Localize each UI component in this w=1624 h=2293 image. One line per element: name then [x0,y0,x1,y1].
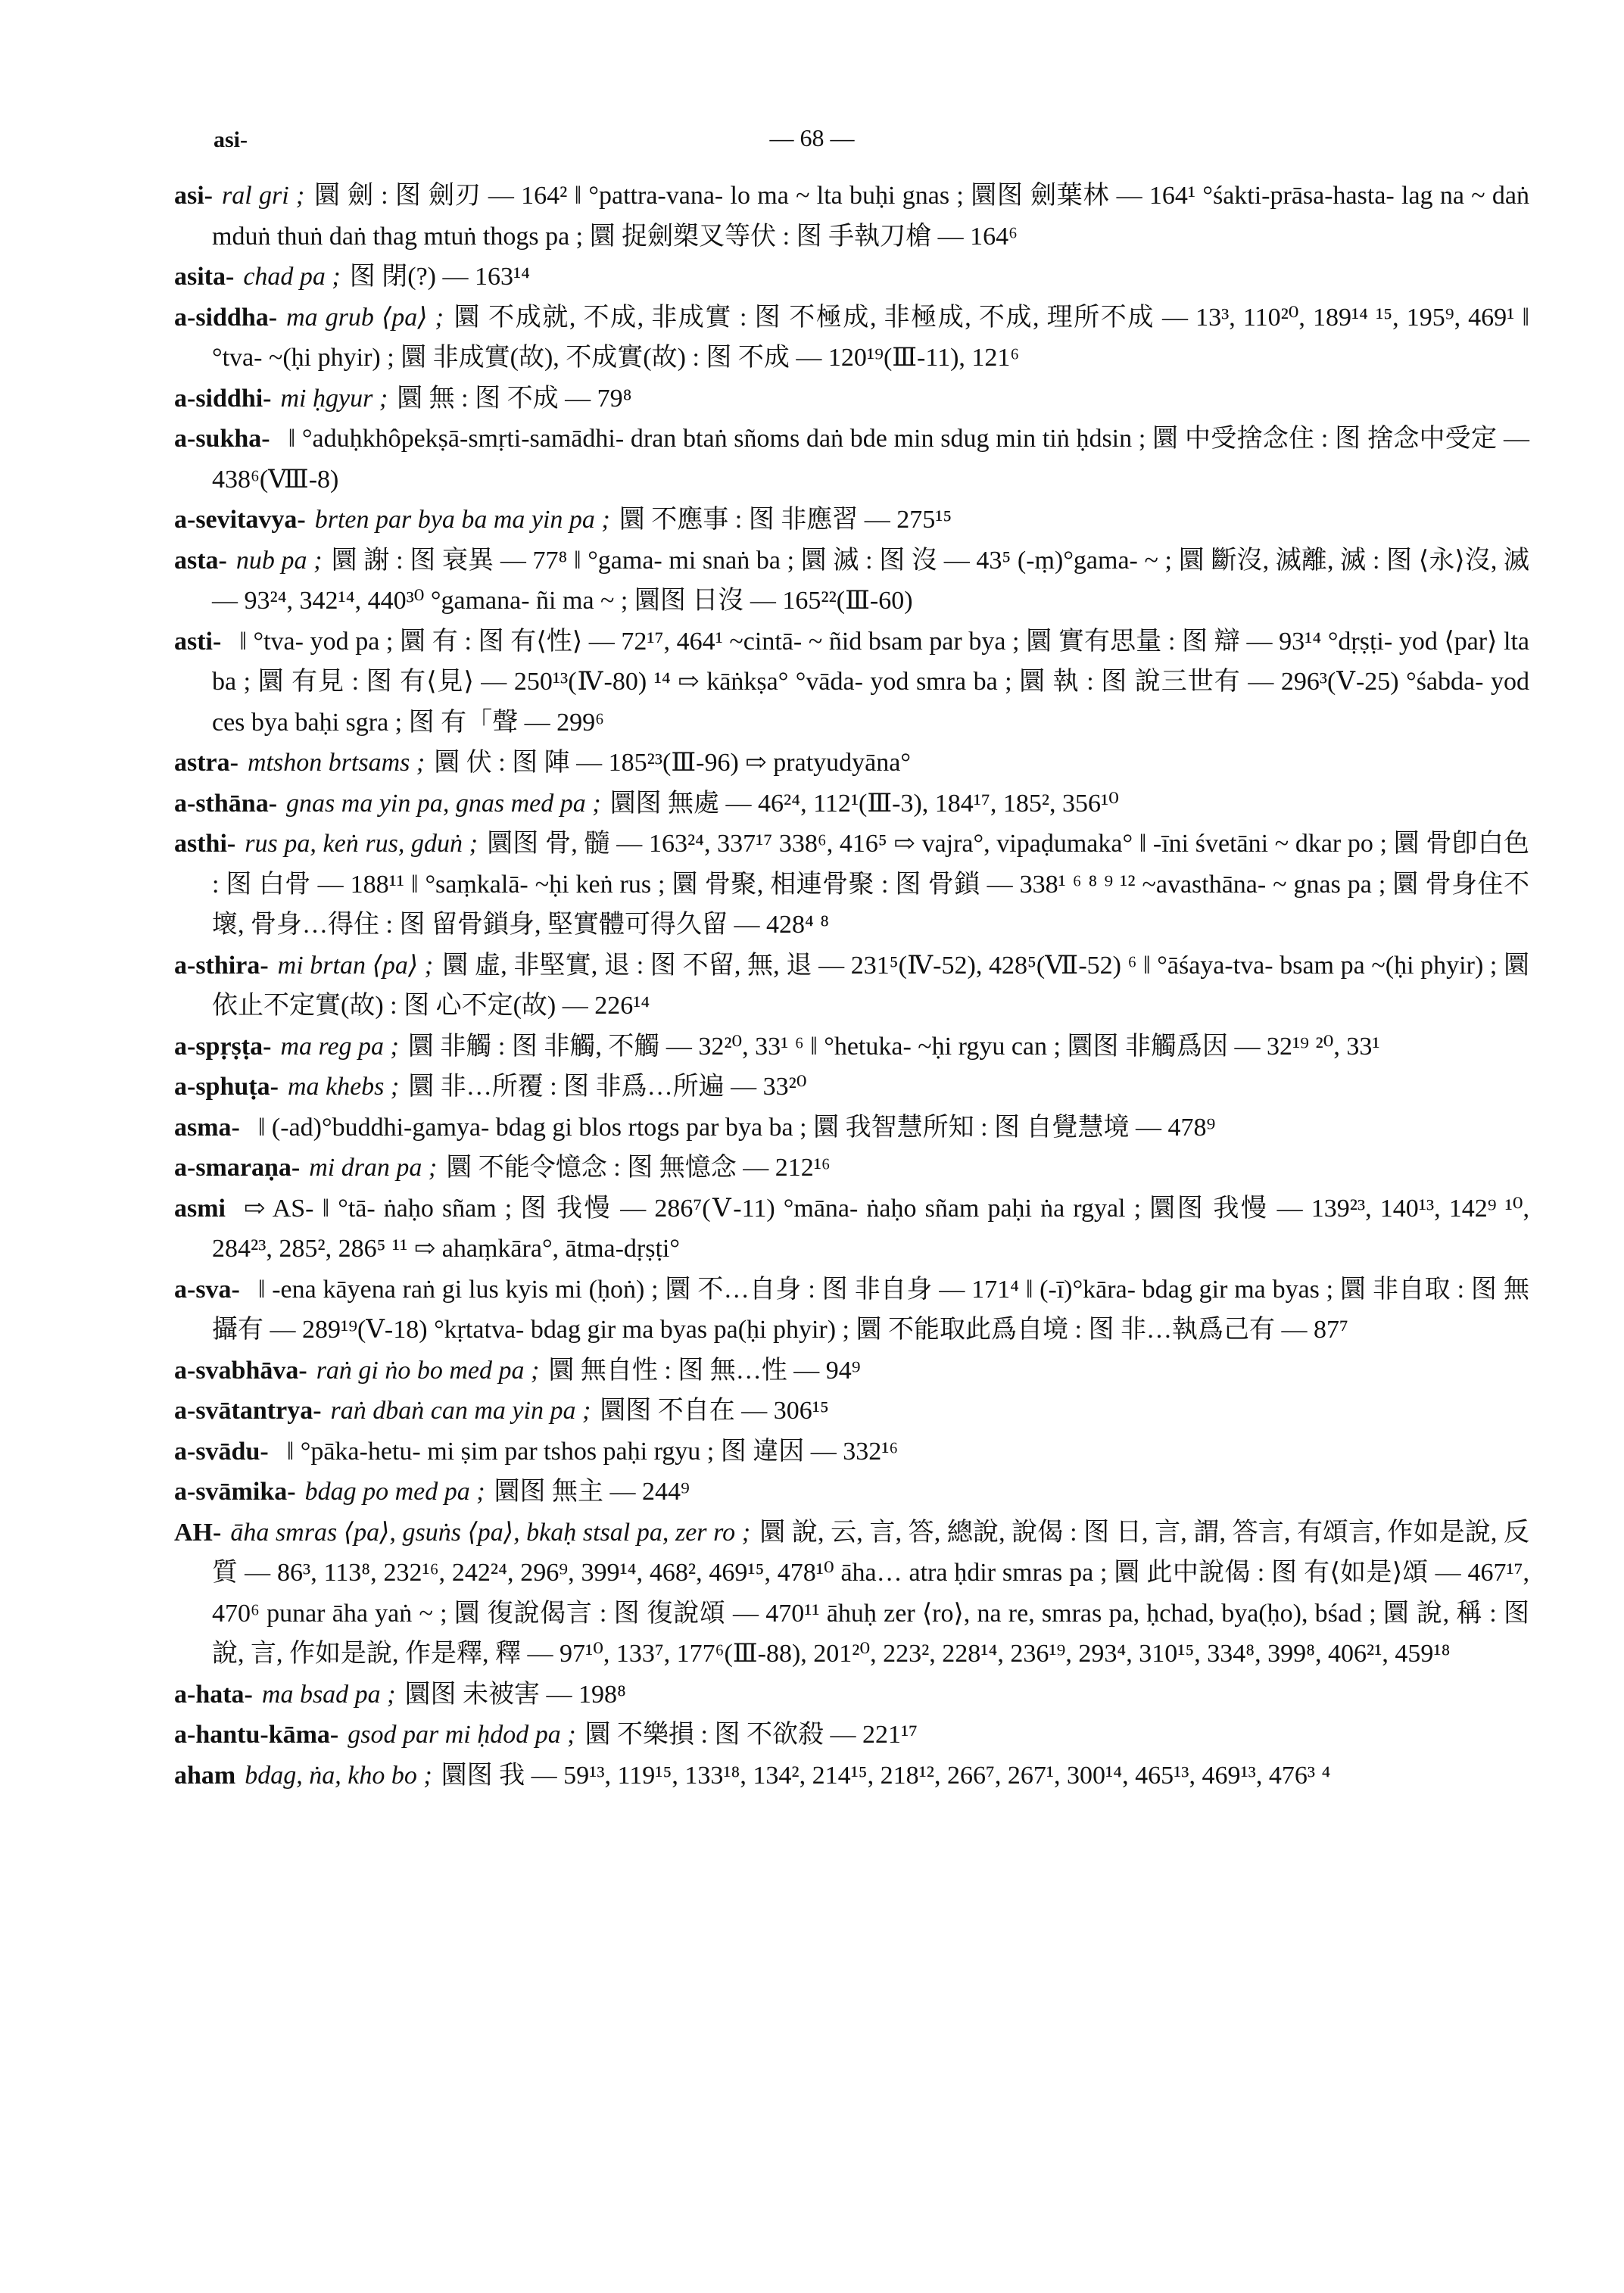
headword: a-sva- [174,1275,240,1304]
entry-a-hata [174,1675,1529,1715]
entry-body: 圜 無自性 : 图 無…性 — 94⁹ [548,1356,861,1385]
tibetan-equivalent: mtshon brtsams ; [247,749,425,777]
entry-a-siddhi [174,379,1529,419]
tibetan-equivalent: mi dran pa ; [309,1154,438,1182]
entry-body: 圜图 未被害 — 198⁸ [404,1680,626,1709]
entry-body: 圜图 無處 — 46²⁴, 112¹(Ⅲ-3), 184¹⁷, 185², 356¹⁰ [609,789,1119,818]
entry-body: 圜 謝 : 图 衰異 — 77⁸ ‖ °gama- mi snaṅ ba ; 圜 滅 : 图 沒 — 43⁵ (-ṃ)°gama- ~ ; 圜 斷沒, 滅離, 滅 : 图 ⟨永⟩沒, 滅 — 93²⁴, 342¹⁴, 440³⁰ °gamana- ñi ma ~ ; 圜图 日沒 — 165²²(Ⅲ-60) [212,546,1529,615]
entry-astra [174,743,1529,784]
entry-body: ⇨ AS- ‖ °tā- ṅaḥo sñam ; 图 我慢 — 286⁷(Ⅴ-11) °māna- ṅaḥo sñam paḥi ṅa rgyal ; 圜图 我慢 — 139²³, 140¹³, 142⁹ ¹⁰, 284²³, 285², 286⁵ ¹¹ ⇨ ahaṃkāra°, ātma-dṛṣṭi° [212,1194,1529,1263]
tibetan-equivalent: ma grub ⟨pa⟩ ; [286,303,444,332]
tibetan-equivalent: ral gri ; [222,182,305,210]
entry-body: 圜图 骨, 髓 — 163²⁴, 337¹⁷ 338⁶, 416⁵ ⇨ vajra°, vipaḍumaka° ‖ -īni śvetāni ~ dkar po ; 圜 骨卽白色 : 图 白骨 — 188¹¹ ‖ °saṃkalā- ~ḥi keṅ rus ; 圜 骨聚, 相連骨聚 : 图 骨鎖 — 338¹ ⁶ ⁸ ⁹ ¹² ~avasthāna- ~ gnas pa ; 圜 骨身住不壞, 骨身…得住 : 图 留骨鎖身, 堅實體可得久留 — 428⁴ ⁸ [212,830,1529,939]
headword: a-siddha- [174,303,278,332]
entry-asta [174,541,1529,622]
tibetan-equivalent: nub pa ; [235,546,323,575]
entry-a-sthana [174,784,1529,824]
entry-body: ‖ °tva- yod pa ; 圜 有 : 图 有⟨性⟩ — 72¹⁷, 464¹ ~cintā- ~ ñid bsam par bya ; 圜 實有思量 : 图 辯 — 93¹⁴ °dṛṣṭi- yod ⟨par⟩ lta ba ; 圜 有見 : 图 有⟨見⟩ — 250¹³(Ⅳ-80) ¹⁴ ⇨ kāṅkṣa° °vāda- yod smra ba ; 圜 執 : 图 說三世有 — 296³(Ⅴ-25) °śabda- yod ces bya baḥi sgra ; 图 有「聲 — 299⁶ [212,627,1529,737]
entry-a-sva [174,1270,1529,1351]
headword: asthi- [174,830,236,858]
entry-a-svabhava [174,1351,1529,1391]
page-number: — 68 — [769,124,855,151]
headword: a-spṛṣṭa- [174,1032,272,1061]
headword: a-sthira- [174,951,269,980]
headword: a-siddhi- [174,384,272,413]
entry-body: ‖ (-ad)°buddhi-gamya- bdag gi blos rtogs par bya ba ; 圜 我智慧所知 : 图 自覺慧境 — 478⁹ [257,1113,1216,1142]
entry-body: 图 閉(?) — 163¹⁴ [349,263,531,291]
entry-body: 圜 虛, 非堅實, 退 : 图 不留, 無, 退 — 231⁵(Ⅳ-52), 428⁵(Ⅶ-52) ⁶ ‖ °āśaya-tva- bsam pa ~(ḥi phyir) ; 圜 依止不定實(故) : 图 心不定(故) — 226¹⁴ [212,951,1530,1020]
entry-body: 圜 不成就, 不成, 非成實 : 图 不極成, 非極成, 不成, 理所不成 — 13³, 110²⁰, 189¹⁴ ¹⁵, 195⁹, 469¹ ‖ °tva- ~(ḥi phyir) ; 圜 非成實(故), 不成實(故) : 图 不成 — 120¹⁹(Ⅲ-11), 121⁶ [212,303,1529,372]
tibetan-equivalent: ma reg pa ; [280,1032,399,1061]
running-head: asi- [214,127,248,152]
entry-a-siddha [174,298,1529,379]
entry-body: 圜 伏 : 图 陣 — 185²³(Ⅲ-96) ⇨ pratyudyāna° [434,749,911,777]
tibetan-equivalent: ma bsad pa ; [261,1680,396,1709]
headword: asmi [174,1194,226,1223]
entry-a-smarana [174,1148,1529,1189]
headword: a-svāmika- [174,1478,296,1506]
entry-body: 圜 劍 : 图 劍刃 — 164² ‖ °pattra-vana- lo ma ~ lta buḥi gnas ; 圜图 劍葉林 — 164¹ °śakti-prāsa-hasta- lag na ~ daṅ mduṅ thuṅ daṅ thag mtuṅ thogs pa ; 圜 捉劍槊叉等伏 : 图 手執刀槍 — 164⁶ [212,182,1529,251]
entry-body: 圜 說, 云, 言, 答, 總說, 說偈 : 图 日, 言, 謂, 答言, 有頌言, 作如是說, 反質 — 86³, 113⁸, 232¹⁶, 242²⁴, 296⁹, 399¹⁴, 468², 469¹⁵, 478¹⁰ āha… atra ḥdir smras pa ; 圜 此中說偈 : 图 有⟨如是⟩頌 — 467¹⁷, 470⁶ punar āha yaṅ ~ ; 圜 復說偈言 : 图 復說頌 — 470¹¹ āhuḥ zer ⟨ro⟩, na re, smras pa, ḥchad, bya(ḥo), bśad ; 圜 說, 稱 : 图 說, 言, 作如是說, 作是釋, 釋 — 97¹⁰, 133⁷, 177⁶(Ⅲ-88), 201²⁰, 223², 228¹⁴, 236¹⁹, 293⁴, 310¹⁵, 334⁸, 399⁸, 406²¹, 459¹⁸ [212,1518,1530,1668]
dictionary-entries [174,176,1529,1796]
entry-body: 圜图 無主 — 244⁹ [494,1478,690,1506]
tibetan-equivalent: bdag, ṅa, kho bo ; [245,1761,432,1790]
entry-asi [174,176,1529,257]
entry-body: ‖ °pāka-hetu- mi ṣim par tshos paḥi rgyu ; 图 違因 — 332¹⁶ [286,1437,899,1466]
headword: AH- [174,1518,222,1547]
entry-a-sprsta [174,1027,1529,1067]
tibetan-equivalent: chad pa ; [243,263,341,291]
headword: a-smaraṇa- [174,1154,301,1182]
entry-asmi [174,1189,1529,1270]
headword: astra- [174,749,238,777]
headword: asta- [174,546,227,575]
entry-asti [174,622,1529,743]
entry-body: 圜 不應事 : 图 非應習 — 275¹⁵ [619,506,952,534]
entry-a-sthira [174,946,1529,1027]
tibetan-equivalent: raṅ dbaṅ can ma yin pa ; [330,1397,591,1425]
entry-body: 圜图 我 — 59¹³, 119¹⁵, 133¹⁸, 134², 214¹⁵, 218¹², 266⁷, 267¹, 300¹⁴, 465¹³, 469¹³, 476³ ⁴ [441,1761,1331,1790]
entry-body: 圜图 不自在 — 306¹⁵ [600,1397,829,1425]
headword: a-sevitavya- [174,506,306,534]
headword: a-svabhāva- [174,1356,307,1385]
headword: asita- [174,263,235,291]
entry-a-hantu-kama [174,1715,1529,1756]
entry-asma [174,1108,1529,1148]
entry-body: 圜 不樂損 : 图 不欲殺 — 221¹⁷ [584,1721,918,1749]
entry-body: 圜 非觸 : 图 非觸, 不觸 — 32²⁰, 33¹ ⁶ ‖ °hetuka- ~ḥi rgyu can ; 圜图 非觸爲因 — 32¹⁹ ²⁰, 33¹ [407,1032,1380,1061]
tibetan-equivalent: bdag po med pa ; [304,1478,485,1506]
entry-asita [174,257,1529,298]
headword: a-hantu-kāma- [174,1721,339,1749]
entry-a-sukha [174,419,1529,500]
tibetan-equivalent: ma khebs ; [287,1073,400,1101]
headword: a-sukha- [174,425,270,453]
entry-ah [174,1513,1529,1675]
headword: a-sthāna- [174,789,278,818]
tibetan-equivalent: rus pa, keṅ rus, gduṅ ; [245,830,478,858]
entry-body: ‖ °aduḥkhôpekṣā-smṛti-samādhi- dran btaṅ sñoms daṅ bde min sdug min tiṅ ḥdsin ; 圜 中受捨念住 : 图 捨念中受定 — 438⁶(Ⅷ-8) [212,425,1529,494]
headword: asti- [174,627,222,656]
tibetan-equivalent: āha smras ⟨pa⟩, gsuṅs ⟨pa⟩, bkaḥ stsal pa, zer ro ; [230,1518,751,1547]
entry-a-sphuta [174,1067,1529,1108]
tibetan-equivalent: gnas ma yin pa, gnas med pa ; [286,789,601,818]
headword: a-sphuṭa- [174,1073,279,1101]
tibetan-equivalent: mi brtan ⟨pa⟩ ; [277,951,434,980]
entry-a-svadu [174,1432,1529,1472]
entry-a-svatantrya [174,1391,1529,1432]
entry-asthi [174,824,1529,946]
headword: a-svādu- [174,1437,269,1466]
tibetan-equivalent: gsod par mi ḥdod pa ; [348,1721,576,1749]
tibetan-equivalent: brten par bya ba ma yin pa ; [314,506,610,534]
entry-aham [174,1756,1529,1796]
headword: a-svātantrya- [174,1397,322,1425]
entry-a-sevitavya [174,500,1529,541]
headword: aham [174,1761,236,1790]
entry-body: ‖ -ena kāyena raṅ gi lus kyis mi (ḥoṅ) ; 圜 不…自身 : 图 非自身 — 171⁴ ‖ (-ī)°kāra- bdag gir ma byas ; 圜 非自取 : 图 無攝有 — 289¹⁹(Ⅴ-18) °kṛtatva- bdag gir ma byas pa(ḥi phyir) ; 圜 不能取此爲自境 : 图 非…執爲己有 — 87⁷ [212,1275,1529,1344]
entry-a-svamika [174,1472,1529,1513]
headword: asma- [174,1113,240,1142]
headword: asi- [174,182,213,210]
tibetan-equivalent: raṅ gi ṅo bo med pa ; [316,1356,540,1385]
tibetan-equivalent: mi ḥgyur ; [280,384,388,413]
headword: a-hata- [174,1680,253,1709]
entry-body: 圜 無 : 图 不成 — 79⁸ [397,384,632,413]
entry-body: 圜 非…所覆 : 图 非爲…所遍 — 33²⁰ [408,1073,807,1101]
entry-body: 圜 不能令憶念 : 图 無憶念 — 212¹⁶ [446,1154,831,1182]
